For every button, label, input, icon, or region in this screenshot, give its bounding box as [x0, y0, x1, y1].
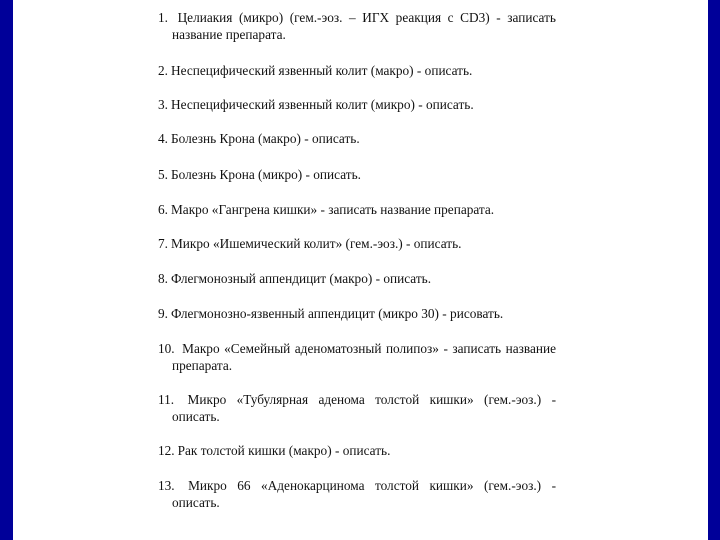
item-number: 1.	[158, 10, 168, 25]
list-item	[158, 340, 556, 374]
list-item	[158, 477, 556, 511]
item-text: Неспецифический язвенный колит (макро) - описать.	[170, 63, 473, 78]
list-item	[158, 442, 556, 459]
item-text: Флегмонозный аппендицит (макро) - описать.	[170, 271, 432, 286]
right-frame-bar	[708, 0, 720, 540]
item-text: Неспецифический язвенный колит (микро) - описать.	[170, 97, 474, 112]
left-frame-bar	[0, 0, 13, 540]
item-number: 4.	[158, 131, 168, 146]
item-number: 6.	[158, 202, 168, 217]
list-item	[158, 305, 556, 322]
item-number: 7.	[158, 236, 168, 251]
item-text: Рак толстой кишки (макро) - описать.	[177, 443, 391, 458]
list-item	[158, 391, 556, 425]
item-number: 11.	[158, 392, 175, 407]
list-item	[158, 9, 556, 43]
item-number: 8.	[158, 271, 168, 286]
item-text: Целиакия (микро) (гем.-эоз. – ИГХ реакция с CD3) - записать название препарата.	[172, 10, 556, 42]
item-number: 10.	[158, 341, 175, 356]
item-text: Микро 66 «Аденокарцинома толстой кишки» (гем.-эоз.) - описать.	[172, 478, 556, 510]
list-item	[158, 166, 556, 183]
list-item	[158, 130, 556, 147]
item-text: Болезнь Крона (макро) - описать.	[170, 131, 360, 146]
list-item	[158, 96, 556, 113]
item-number: 9.	[158, 306, 168, 321]
item-number: 12.	[158, 443, 175, 458]
item-text: Макро «Гангрена кишки» - записать название препарата.	[170, 202, 495, 217]
item-text: Микро «Тубулярная аденома толстой кишки» (гем.-эоз.) - описать.	[172, 392, 556, 424]
item-text: Болезнь Крона (микро) - описать.	[170, 167, 361, 182]
list-item	[158, 270, 556, 287]
item-text: Макро «Семейный аденоматозный полипоз» - записать название препарата.	[172, 341, 556, 373]
item-number: 2.	[158, 63, 168, 78]
item-text: Флегмонозно-язвенный аппендицит (микро 30) - рисовать.	[170, 306, 504, 321]
list-item	[158, 201, 556, 218]
item-number: 3.	[158, 97, 168, 112]
item-number: 5.	[158, 167, 168, 182]
list-item	[158, 62, 556, 79]
list-item	[158, 235, 556, 252]
item-number: 13.	[158, 478, 175, 493]
item-text: Микро «Ишемический колит» (гем.-эоз.) - описать.	[170, 236, 462, 251]
